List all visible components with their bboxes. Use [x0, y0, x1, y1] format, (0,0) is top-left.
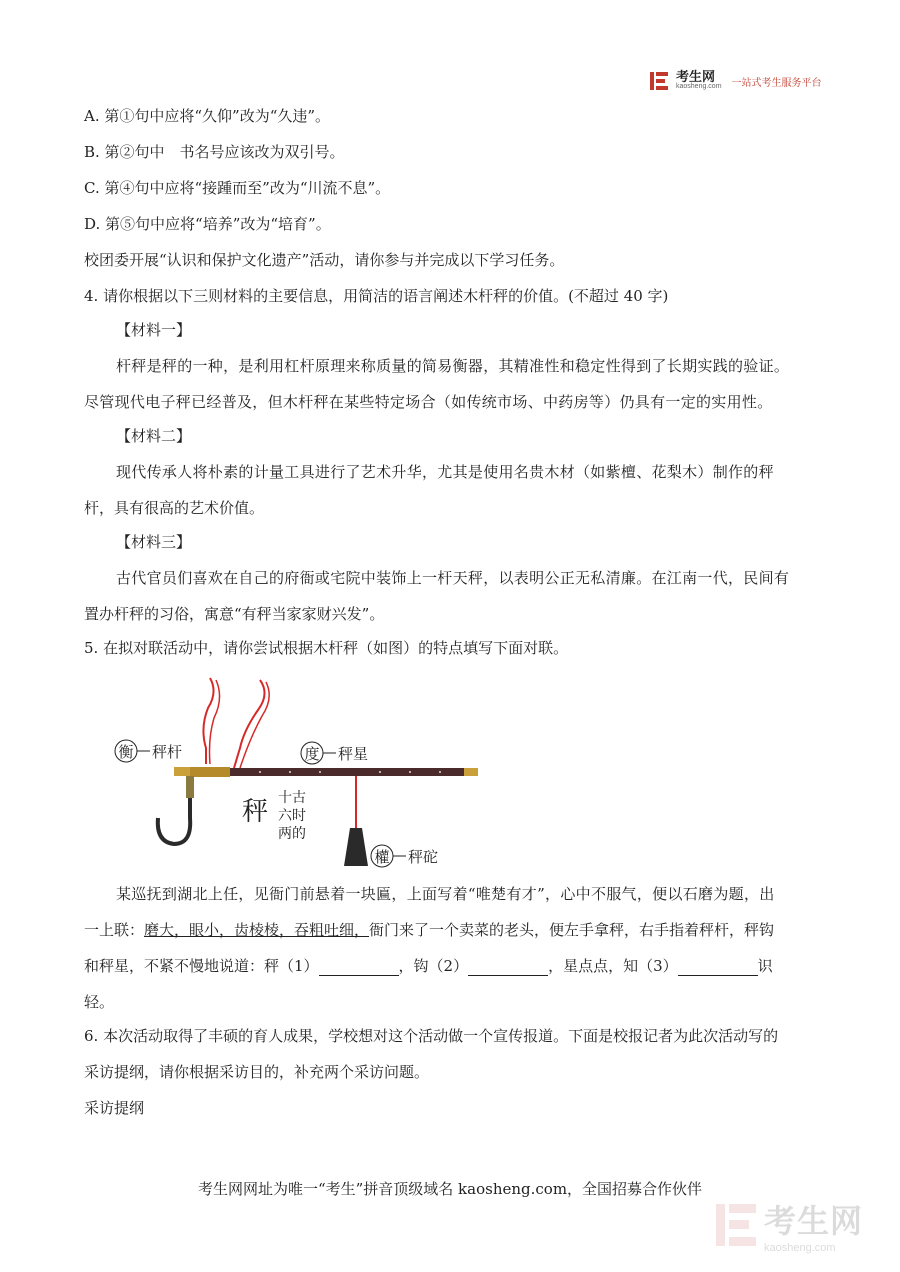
du-char: 度	[304, 745, 320, 763]
material-2-line-1: 现代传承人将朴素的计量工具进行了艺术升华，尤其是使用名贵木材（如紫檀、花梨木）制作的秤	[116, 463, 774, 481]
q5-p2-prefix: 一上联：	[84, 921, 145, 939]
q5-paragraph-2	[84, 920, 774, 940]
big-cheng-char: 秤	[242, 797, 269, 827]
material-1-title: 【材料一】	[116, 321, 192, 339]
option-d: D. 第⑤句中应将“培养”改为“培育”。	[84, 215, 331, 233]
q6-line-1: 6. 本次活动取得了丰硕的育人成果，学校想对这个活动做一个宣传报道。下面是校报记者为此次活动写的	[84, 1027, 779, 1045]
material-2-title: 【材料二】	[116, 427, 192, 445]
scale-col-1: 十古	[278, 790, 306, 806]
header-logo	[648, 70, 822, 92]
q5-paragraph-3	[84, 956, 773, 976]
option-b: B. 第②句中 书名号应该改为双引号。	[84, 143, 345, 161]
quan-char: 權	[374, 848, 390, 866]
option-c: C. 第④句中应将“接踵而至”改为“川流不息”。	[84, 179, 391, 197]
q6-line-2: 采访提纲，请你根据采访目的，补充两个采访问题。	[84, 1063, 430, 1081]
steelyard-rod	[230, 768, 470, 776]
q5-prompt: 5. 在拟对联活动中，请你尝试根据木杆秤（如图）的特点填写下面对联。	[84, 639, 569, 657]
quan-label: 秤砣	[408, 848, 439, 866]
activity-intro: 校团委开展“认识和保护文化遗产”活动，请你参与并完成以下学习任务。	[84, 251, 565, 269]
blank-1-field[interactable]	[319, 959, 399, 976]
material-2-line-2: 杆，具有很高的艺术价值。	[84, 499, 265, 517]
option-a: A. 第①句中应将“久仰”改为“久违”。	[84, 107, 331, 125]
hook-icon	[158, 798, 190, 844]
q5-p2-rest: 衙门来了一个卖菜的老头，便左手拿秤，右手指着秤杆，秤钩	[369, 921, 775, 939]
watermark-text: 考生网	[764, 1203, 864, 1239]
heng-label: 秤杆	[152, 743, 183, 761]
page-footer: 考生网网址为唯一“考生”拼音顶级域名 kaosheng.com，全国招募合作伙伴	[197, 1180, 703, 1198]
material-3-line-1: 古代官员们喜欢在自己的府衙或宅院中装饰上一杆天秤，以表明公正无私清廉。在江南一代，民间有	[116, 569, 790, 587]
q4-prompt: 4. 请你根据以下三则材料的主要信息，用简洁的语言阐述木杆秤的价值。(不超过 40 字)	[84, 287, 669, 305]
rod-brass-cap	[174, 767, 190, 776]
material-3-title: 【材料三】	[116, 533, 192, 551]
scale-col-3: 两的	[278, 826, 306, 842]
material-1-line-1: 杆秤是秤的一种，是利用杠杆原理来称质量的简易衡器，其精准性和稳定性得到了长期实践的验证。	[116, 357, 790, 375]
du-label: 秤星	[338, 745, 369, 763]
q5-p3-c: ，星点点，知（3）	[548, 957, 678, 975]
q5-p3-d: 识	[757, 957, 773, 975]
blank-3-field[interactable]	[678, 959, 758, 976]
q5-paragraph-1: 某巡抚到湖北上任，见衙门前悬着一块匾，上面写着“唯楚有才”，心中不服气，便以石磨为题，出	[116, 885, 775, 903]
logo-slogan: 一站式考生服务平台	[731, 77, 822, 89]
watermark-domain: kaosheng.com	[764, 1242, 836, 1254]
q5-paragraph-4: 轻。	[84, 993, 115, 1011]
q6-line-3: 采访提纲	[84, 1099, 145, 1117]
logo-name: 考生网	[676, 69, 716, 84]
scale-col-2: 六时	[278, 808, 306, 824]
material-1-line-2: 尽管现代电子秤已经普及，但木杆秤在某些特定场合（如传统市场、中药房等）仍具有一定的实用性。	[84, 393, 773, 411]
material-3-line-2: 置办杆秤的习俗，寓意“有秤当家家财兴发”。	[84, 605, 385, 623]
q5-p3-a: 和秤星，不紧不慢地说道：秤（1）	[84, 957, 319, 975]
watermark-logo-icon	[714, 1200, 758, 1250]
watermark	[714, 1196, 863, 1254]
steelyard-diagram	[110, 668, 490, 878]
logo-domain: kaosheng.com	[676, 83, 722, 90]
heng-char: 衡	[118, 743, 134, 761]
q5-first-couplet: 磨大，眼小，齿棱棱，吞粗吐细，	[144, 921, 370, 939]
q5-p3-b: ，钩（2）	[398, 957, 469, 975]
blank-2-field[interactable]	[468, 959, 548, 976]
kaosheng-logo-icon	[648, 70, 670, 92]
weight-icon	[344, 828, 368, 866]
